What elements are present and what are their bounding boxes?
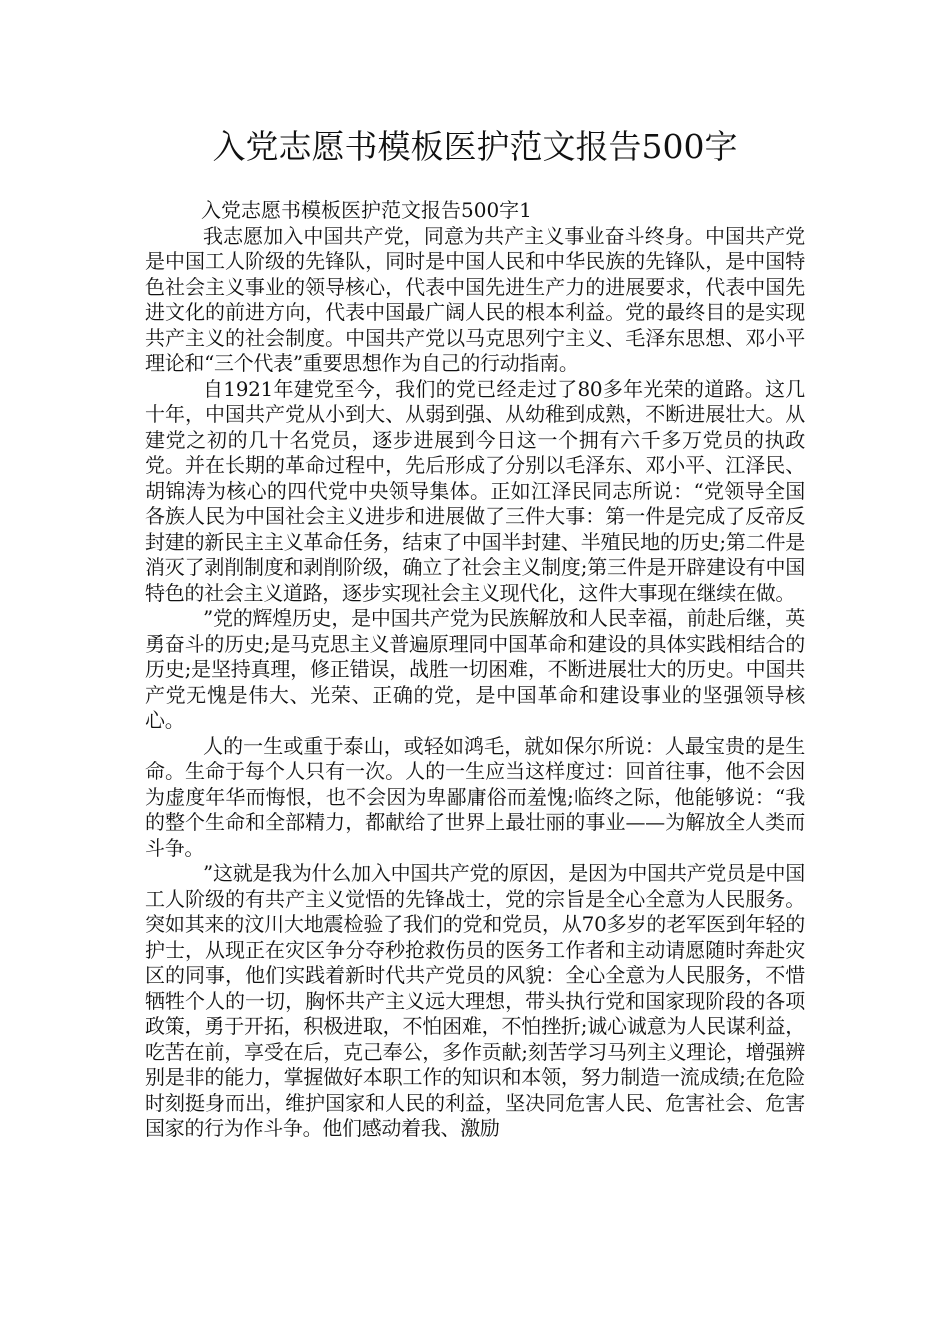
section-heading: 入党志愿书模板医护范文报告500字1: [201, 198, 532, 222]
paragraph-3: ”党的辉煌历史，是中国共产党为民族解放和人民幸福，前赴后继，英勇奋斗的历史;是马克思主义普遍原理同中国革命和建设的具体实践相结合的历史;是坚持真理，修正错误，战胜一切困难，不断进展壮大的历史。中国共产党无愧是伟大、光荣、正确的党，是中国革命和建设事业的坚强领导核心。: [145, 606, 805, 732]
paragraph-4: 人的一生或重于泰山，或轻如鸿毛，就如保尔所说：人最宝贵的是生命。生命于每个人只有一次。人的一生应当这样度过：回首往事，他不会因为虚度年华而悔恨，也不会因为卑鄙庸俗而羞愧;临终之际，他能够说：“我的整个生命和全部精力，都献给了世界上最壮丽的事业——为解放全人类而斗争。: [145, 733, 805, 860]
paragraph-5: ”这就是我为什么加入中国共产党的原因，是因为中国共产党员是中国工人阶级的有共产主义觉悟的先锋战士，党的宗旨是全心全意为人民服务。突如其来的汶川大地震检验了我们的党和党员，从70多岁的老军医到年轻的护士，从现正在灾区争分夺秒抢救伤员的医务工作者和主动请愿随时奔赴灾区的同事，他们实践着新时代共产党员的风貌：全心全意为人民服务，不惜牺牲个人的一切，胸怀共产主义远大理想，带头执行党和国家现阶段的各项政策，勇于开拓，积极进取，不怕困难，不怕挫折;诚心诚意为人民谋利益，吃苦在前，享受在后，克己奉公，多作贡献;刻苦学习马列主义理论，增强辨别是非的能力，掌握做好本职工作的知识和本领，努力制造一流成绩;在危险时刻挺身而出，维护国家和人民的利益，坚决同危害人民、危害社会、危害国家的行为作斗争。他们感动着我、激励: [145, 861, 805, 1140]
paragraph-1: 我志愿加入中国共产党，同意为共产主义事业奋斗终身。中国共产党是中国工人阶级的先锋队，同时是中国人民和中华民族的先锋队，是中国特色社会主义事业的领导核心，代表中国先进生产力的进展要求，代表中国先进文化的前进方向，代表中国最广阔人民的根本利益。党的最终目的是实现共产主义的社会制度。中国共产党以马克思列宁主义、毛泽东思想、邓小平理论和“三个代表”重要思想作为自己的行动指南。: [145, 223, 805, 375]
document-body: [145, 198, 805, 1142]
document-title: 入党志愿书模板医护范文报告500字: [212, 127, 738, 166]
paragraph-2: 自1921年建党至今，我们的党已经走过了80多年光荣的道路。这几十年，中国共产党从小到大、从弱到强、从幼稚到成熟，不断进展壮大。从建党之初的几十名党员，逐步进展到今日这一个拥有六千多万党员的执政党。并在长期的革命过程中，先后形成了分别以毛泽东、邓小平、江泽民、胡锦涛为核心的四代党中央领导集体。正如江泽民同志所说：“党领导全国各族人民为中国社会主义进步和进展做了三件大事：第一件是完成了反帝反封建的新民主主义革命任务，结束了中国半封建、半殖民地的历史;第二件是消灭了剥削制度和剥削阶级，确立了社会主义制度;第三件是开辟建设有中国特色的社会主义道路，逐步实现社会主义现代化，这件大事现在继续在做。: [145, 376, 805, 605]
